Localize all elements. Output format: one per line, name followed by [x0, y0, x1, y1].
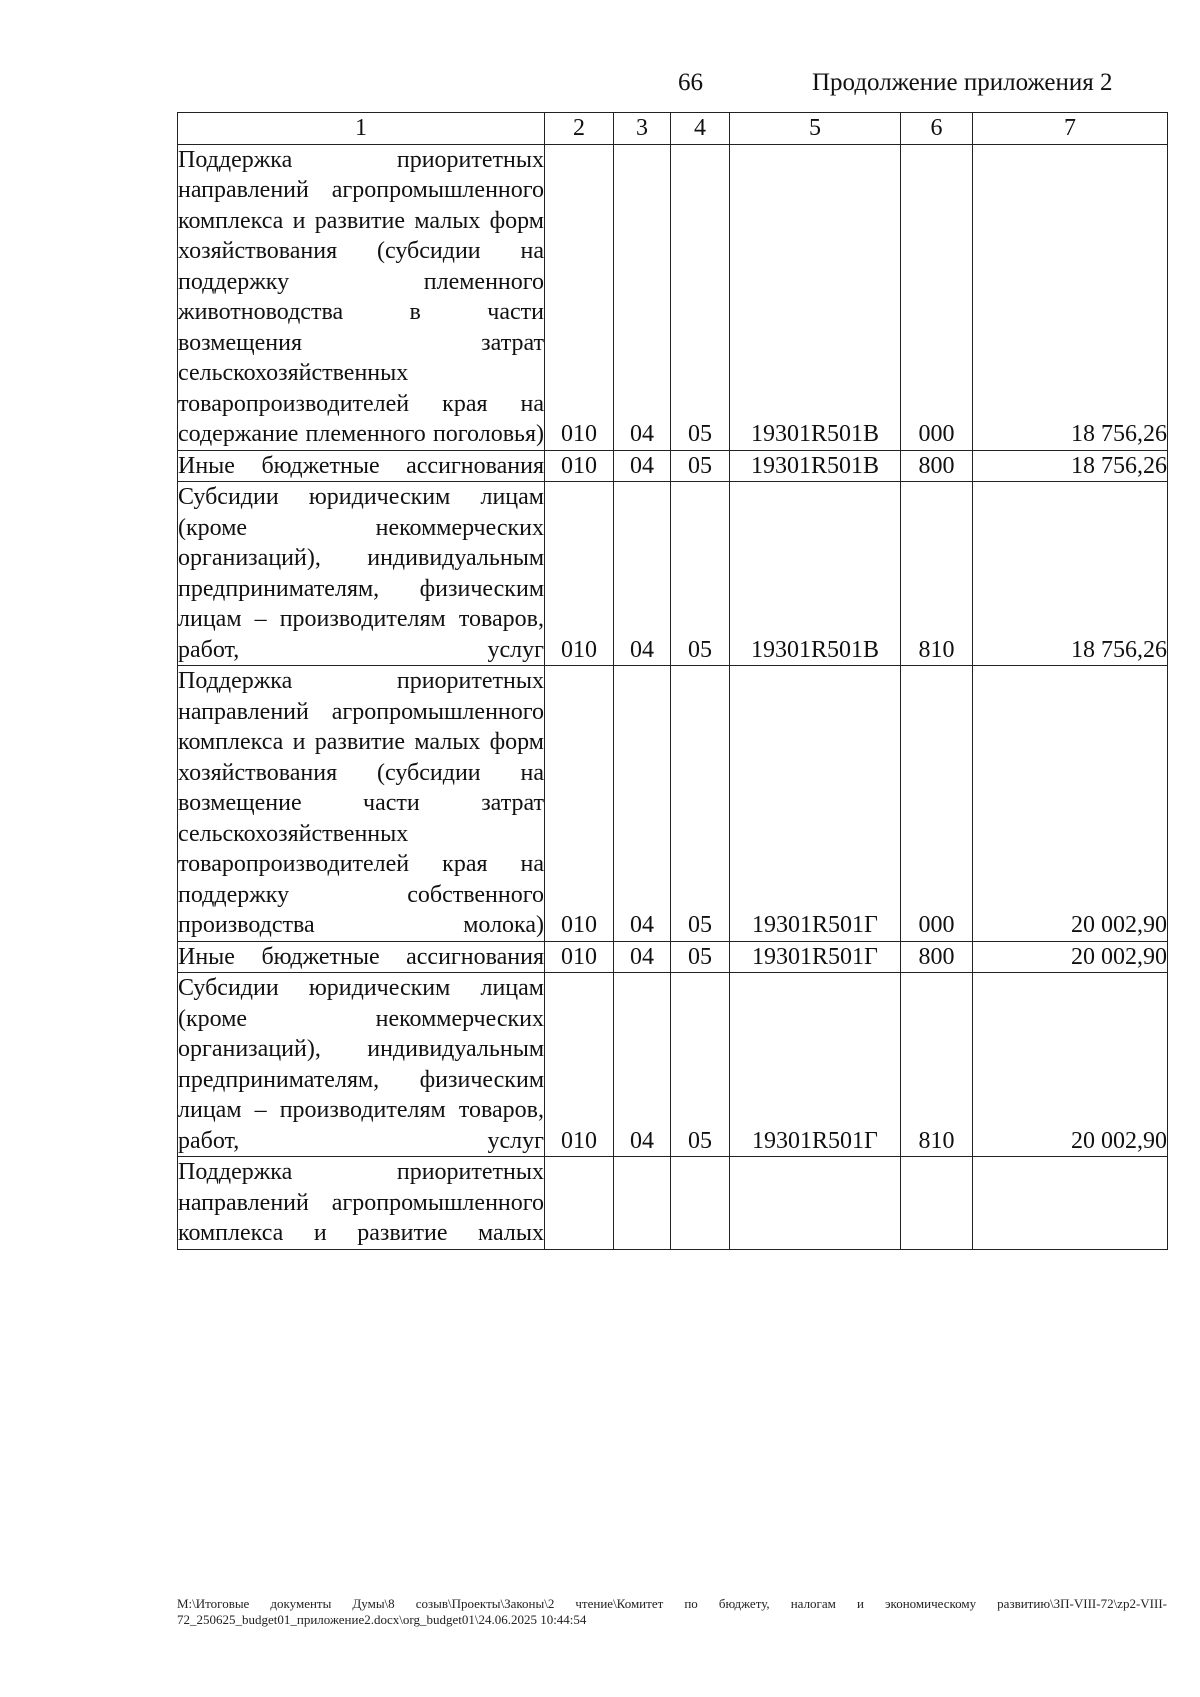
row-code-5: 19301R501В	[730, 482, 901, 666]
row-amount: 20 002,90	[973, 973, 1168, 1157]
table-row	[178, 144, 1168, 450]
column-header: 3	[614, 113, 671, 145]
row-code-6: 800	[901, 450, 973, 482]
row-amount: 20 002,90	[973, 666, 1168, 942]
row-code-4: 05	[671, 666, 730, 942]
row-code-2: 010	[545, 666, 614, 942]
row-amount	[973, 1157, 1168, 1250]
row-code-3: 04	[614, 450, 671, 482]
row-code-2: 010	[545, 973, 614, 1157]
row-code-3: 04	[614, 666, 671, 942]
column-header: 1	[178, 113, 545, 145]
row-code-2	[545, 1157, 614, 1250]
row-code-4: 05	[671, 482, 730, 666]
row-amount: 18 756,26	[973, 450, 1168, 482]
row-description: Иные бюджетные ассигнования	[178, 450, 545, 482]
row-code-6	[901, 1157, 973, 1250]
table-row	[178, 450, 1168, 482]
budget-table	[177, 112, 1168, 1250]
row-code-3: 04	[614, 973, 671, 1157]
file-path-footer: M:\Итоговые документы Думы\8 созыв\Проекты\Законы\2 чтение\Комитет по бюджету, налогам и экономическому развитию\ЗП-VIII-72\zp2-VIII-72_250625_budget01_приложение2.docx\org_budget01\24.06.2025 10:44:54	[177, 1596, 1167, 1627]
column-header: 2	[545, 113, 614, 145]
column-header: 4	[671, 113, 730, 145]
row-code-4	[671, 1157, 730, 1250]
column-header: 7	[973, 113, 1168, 145]
row-code-6: 000	[901, 666, 973, 942]
table-header-row	[178, 113, 1168, 145]
row-code-5: 19301R501Г	[730, 941, 901, 973]
table-row	[178, 941, 1168, 973]
row-code-2: 010	[545, 941, 614, 973]
row-code-4: 05	[671, 450, 730, 482]
column-header: 6	[901, 113, 973, 145]
row-description: Поддержка приоритетных направлений агропромышленного комплекса и развитие малых форм хозяйствования (субсидии на поддержку племенного животноводства в части возмещения затрат сельскохозяйственных товаропроизводителей края на содержание племенного поголовья)	[178, 144, 545, 450]
row-code-2: 010	[545, 144, 614, 450]
row-code-4: 05	[671, 941, 730, 973]
row-code-3: 04	[614, 482, 671, 666]
table-row	[178, 666, 1168, 942]
row-code-6: 810	[901, 973, 973, 1157]
table-row	[178, 973, 1168, 1157]
page-number: 66	[678, 69, 703, 96]
row-description: Иные бюджетные ассигнования	[178, 941, 545, 973]
column-header: 5	[730, 113, 901, 145]
row-amount: 18 756,26	[973, 482, 1168, 666]
row-description: Субсидии юридическим лицам (кроме некоммерческих организаций), индивидуальным предпринимателям, физическим лицам – производителям товаров, работ, услуг	[178, 482, 545, 666]
row-amount: 18 756,26	[973, 144, 1168, 450]
row-code-5	[730, 1157, 901, 1250]
table-row	[178, 1157, 1168, 1250]
row-description: Субсидии юридическим лицам (кроме некоммерческих организаций), индивидуальным предпринимателям, физическим лицам – производителям товаров, работ, услуг	[178, 973, 545, 1157]
table-row	[178, 482, 1168, 666]
row-code-3: 04	[614, 941, 671, 973]
row-amount: 20 002,90	[973, 941, 1168, 973]
row-code-2: 010	[545, 450, 614, 482]
row-code-6: 800	[901, 941, 973, 973]
row-code-5: 19301R501Г	[730, 666, 901, 942]
row-description: Поддержка приоритетных направлений агропромышленного комплекса и развитие малых форм хозяйствования (субсидии на возмещение части затрат сельскохозяйственных товаропроизводителей края на поддержку собственного производства молока)	[178, 666, 545, 942]
row-code-6: 810	[901, 482, 973, 666]
row-description: Поддержка приоритетных направлений агропромышленного комплекса и развитие малых	[178, 1157, 545, 1250]
row-code-5: 19301R501В	[730, 144, 901, 450]
row-code-4: 05	[671, 973, 730, 1157]
row-code-3: 04	[614, 144, 671, 450]
row-code-5: 19301R501В	[730, 450, 901, 482]
continuation-label: Продолжение приложения 2	[812, 69, 1113, 96]
row-code-4: 05	[671, 144, 730, 450]
row-code-6: 000	[901, 144, 973, 450]
row-code-5: 19301R501Г	[730, 973, 901, 1157]
row-code-2: 010	[545, 482, 614, 666]
row-code-3	[614, 1157, 671, 1250]
